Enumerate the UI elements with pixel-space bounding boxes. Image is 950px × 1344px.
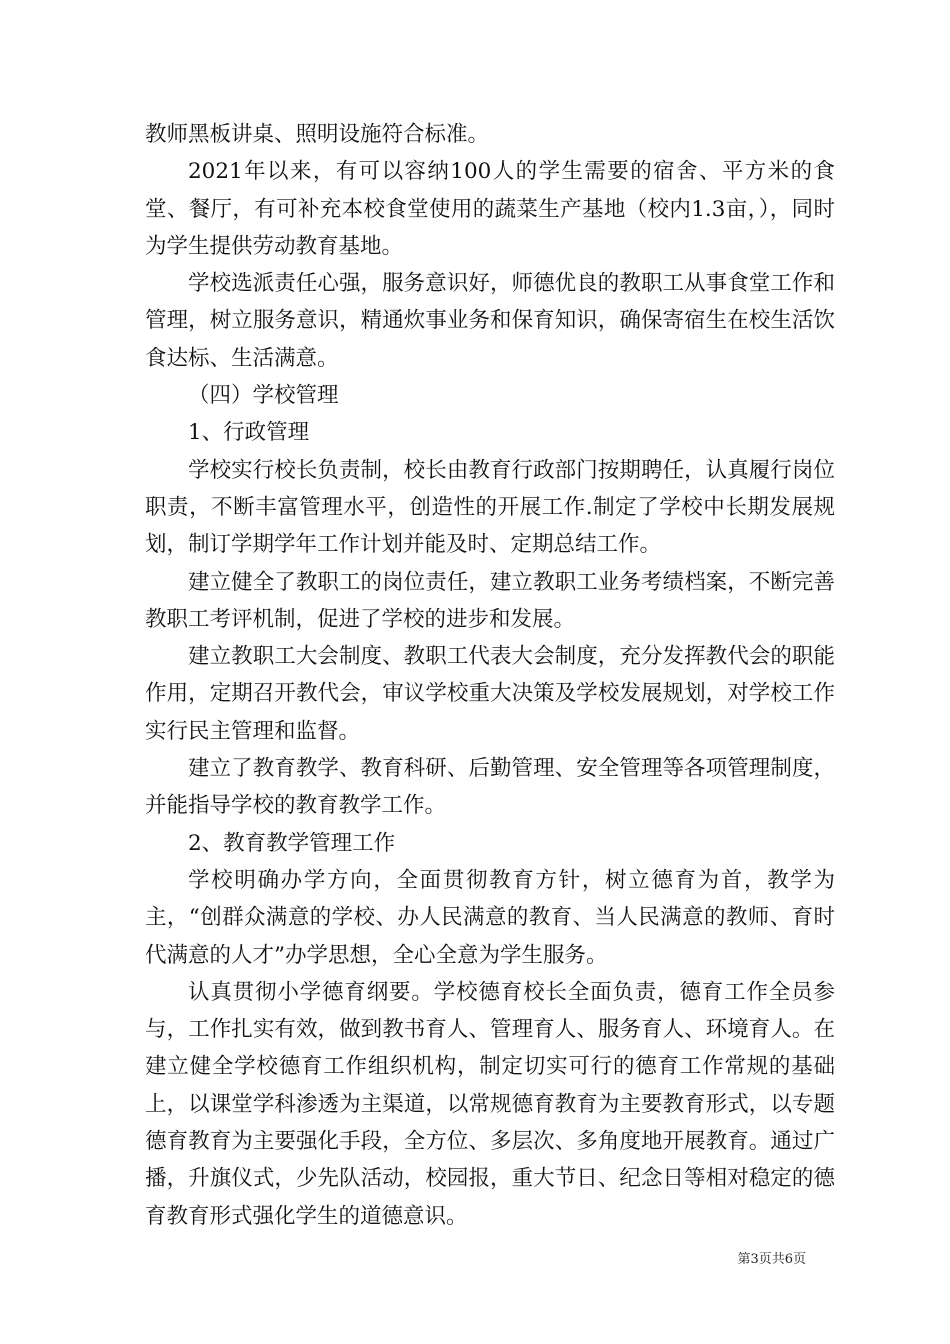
paragraph-staff-responsibility: 建立健全了教职工的岗位责任，建立教职工业务考绩档案，不断完善教职工考评机制，促进了学校的进步和发展。 [145, 569, 835, 632]
paragraph-moral-education: 认真贯彻小学德育纲要。学校德育校长全面负责，德育工作全员参与，工作扎实有效，做到教书育人、管理育人、服务育人、环境育人。在建立健全学校德育工作组织机构，制定切实可行的德育工作常规的基础上，以课堂学科渗透为主渠道，以常规德育教育为主要教育形式，以专题德育教育为主要强化手段，全方位、多层次、多角度地开展教育。通过广播，升旗仪式，少先队活动，校园报，重大节日、纪念日等相对稳定的德育教育形式强化学生的道德意识。 [145, 979, 835, 1229]
paragraph-principal-responsibility: 学校实行校长负责制，校长由教育行政部门按期聘任，认真履行岗位职责，不断丰富管理水平，创造性的开展工作.制定了学校中长期发展规划，制订学期学年工作计划并能及时、定期总结工作。 [145, 457, 835, 558]
page-footer: 第3页共6页 [737, 1252, 806, 1267]
section-heading-school-management: （四）学校管理 [188, 383, 339, 409]
subheading-teaching-management: 2、教育教学管理工作 [188, 830, 396, 856]
paragraph-dormitory: 2021年以来，有可以容纳100人的学生需要的宿舍、平方米的食堂、餐厅，有可补充本校食堂使用的蔬菜生产基地（校内1.3亩，），同时为学生提供劳动教育基地。 [145, 159, 835, 259]
document-body [145, 116, 835, 1235]
paragraph-school-direction: 学校明确办学方向，全面贯彻教育方针，树立德育为首，教学为主，“创群众满意的学校、办人民满意的教育、当人民满意的教师、育时代满意的人才”办学思想，全心全意为学生服务。 [145, 867, 835, 968]
paragraph-canteen-staff: 学校选派责任心强，服务意识好，师德优良的教职工从事食堂工作和管理，树立服务意识，精通炊事业务和保育知识，确保寄宿生在校生活饮食达标、生活满意。 [145, 271, 835, 371]
paragraph-continuation: 教师黑板讲桌、照明设施符合标准。 [145, 122, 490, 147]
paragraph-staff-congress: 建立教职工大会制度、教职工代表大会制度，充分发挥教代会的职能作用，定期召开教代会，审议学校重大决策及学校发展规划，对学校工作实行民主管理和监督。 [145, 644, 835, 744]
subheading-administration: 1、行政管理 [188, 420, 310, 446]
paragraph-management-systems: 建立了教育教学、教育科研、后勤管理、安全管理等各项管理制度，并能指导学校的教育教学工作。 [145, 756, 835, 819]
